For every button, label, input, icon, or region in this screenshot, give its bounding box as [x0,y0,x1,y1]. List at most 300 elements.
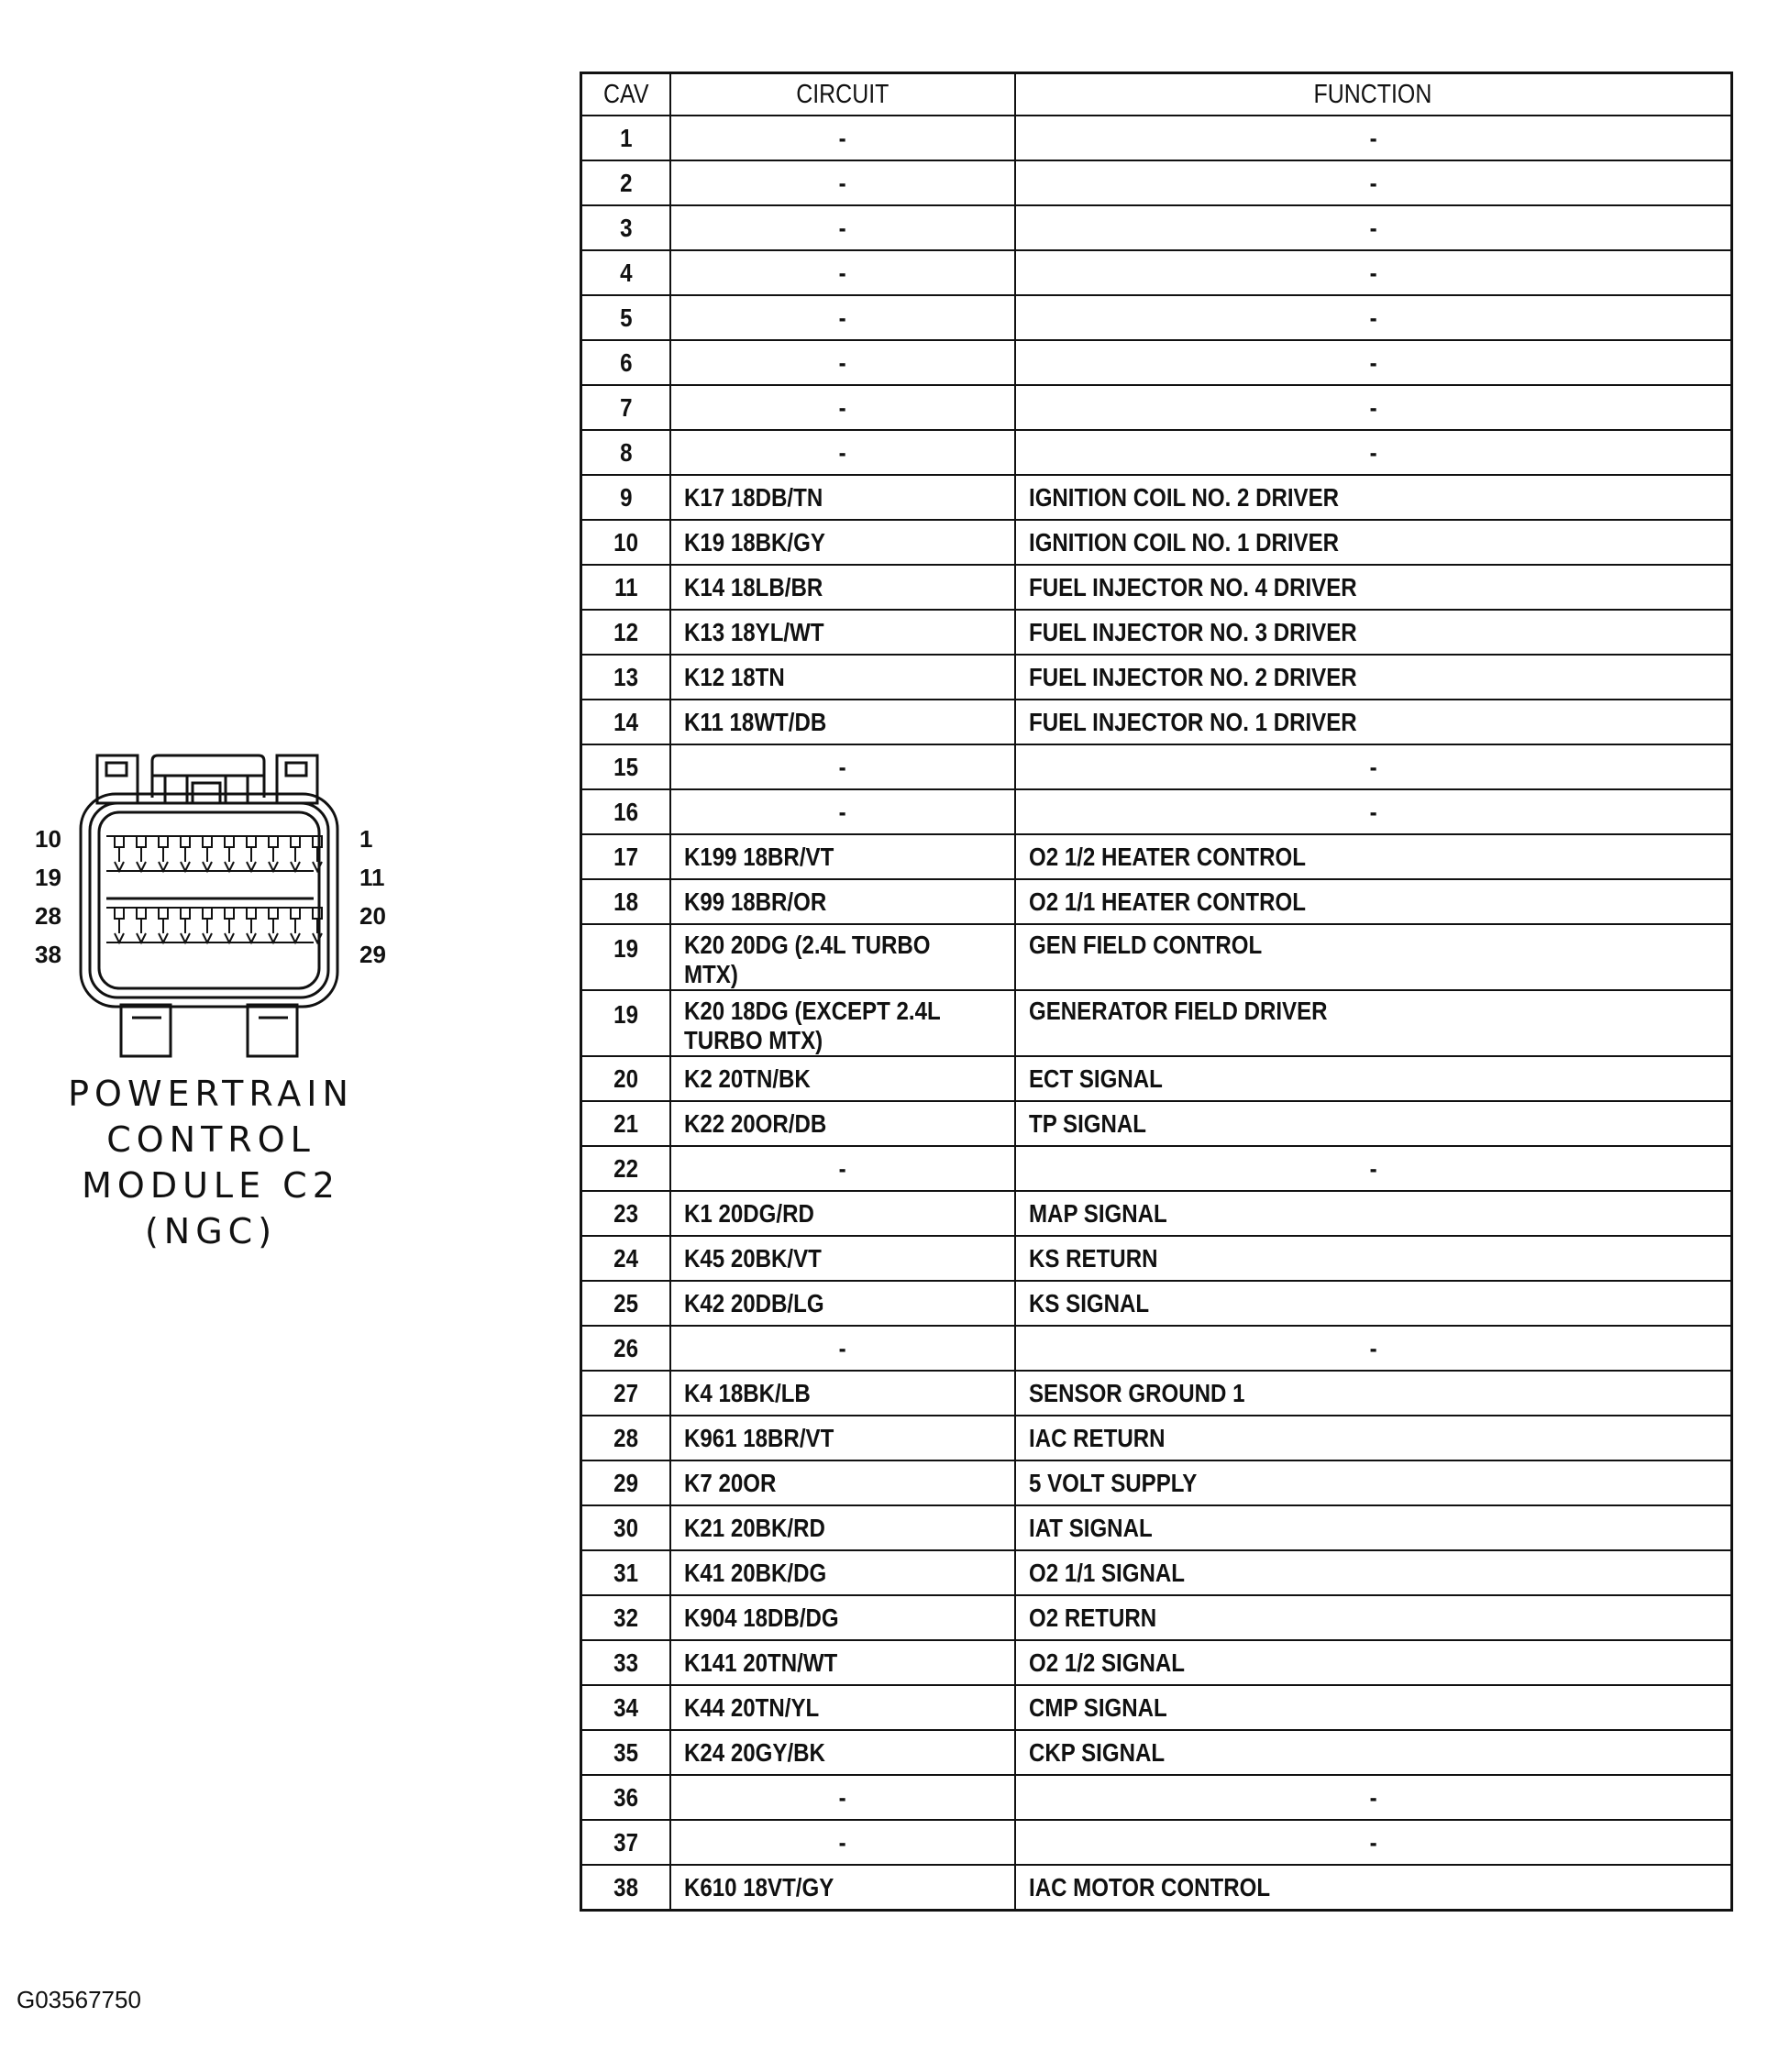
table-row [581,990,1732,1056]
terminal-cavity [225,908,234,942]
terminal-cavity [291,908,300,942]
cav-value: 20 [613,1064,638,1093]
cell-circuit [670,1416,1015,1460]
table-row [581,1865,1732,1911]
cell-cav [581,924,670,990]
cav-value: 28 [613,1423,638,1452]
table-row [581,385,1732,430]
circuit-value: K21 20BK/RD [683,1513,825,1542]
cell-circuit [670,1685,1015,1730]
cell-function [1015,1460,1732,1505]
cav-value: 37 [613,1827,638,1857]
cav-value: 22 [613,1153,638,1183]
circuit-value: K41 20BK/DG [683,1558,826,1587]
cav-value: 10 [613,527,638,557]
terminal-cavity [137,836,146,871]
function-value: - [1369,1782,1377,1812]
connector-face-illustration [18,733,403,1082]
cell-circuit [670,834,1015,879]
cav-value: 31 [613,1558,638,1587]
function-value: - [1369,258,1377,287]
cell-circuit [670,295,1015,340]
table-row [581,340,1732,385]
cell-cav [581,834,670,879]
pin-label-20: 20 [359,902,386,930]
cell-function [1015,1550,1732,1595]
circuit-value: K19 18BK/GY [683,527,825,557]
cav-value: 38 [613,1872,638,1901]
cav-value: 18 [613,887,638,916]
circuit-value: - [838,1153,846,1183]
circuit-value: K11 18WT/DB [683,707,826,736]
table-header-row [581,73,1732,116]
cell-function [1015,1371,1732,1416]
cell-circuit [670,116,1015,160]
cell-circuit [670,655,1015,700]
circuit-value: K44 20TN/YL [683,1692,819,1722]
function-value: - [1369,1827,1377,1857]
circuit-value: K45 20BK/VT [683,1243,822,1273]
terminal-cavity [115,908,124,942]
cell-function [1015,565,1732,610]
circuit-value: K961 18BR/VT [683,1423,834,1452]
circuit-value: K12 18TN [683,662,785,691]
terminal-cavity [247,908,256,942]
cell-circuit [670,1865,1015,1911]
circuit-value: K20 18DG (EXCEPT 2.4L TURBO MTX) [683,997,940,1054]
circuit-value: K904 18DB/DG [683,1603,839,1632]
cell-function [1015,1191,1732,1236]
function-value: O2 1/1 SIGNAL [1028,1558,1185,1587]
cav-value: 29 [613,1468,638,1497]
cell-circuit [670,430,1015,475]
cell-function [1015,1775,1732,1820]
cell-circuit [670,1550,1015,1595]
cell-circuit [670,744,1015,789]
circuit-value: K14 18LB/BR [683,572,823,601]
cell-cav [581,520,670,565]
cell-function [1015,1640,1732,1685]
terminal-cavity [269,908,278,942]
cell-function [1015,1056,1732,1101]
circuit-value: - [838,392,846,422]
cell-circuit [670,1056,1015,1101]
cell-cav [581,385,670,430]
function-value: FUEL INJECTOR NO. 4 DRIVER [1028,572,1357,601]
table-row [581,1640,1732,1685]
function-value: IAC RETURN [1028,1423,1166,1452]
cell-function [1015,879,1732,924]
function-value: GENERATOR FIELD DRIVER [1028,997,1328,1025]
caption-line: MODULE C2 [82,1165,340,1206]
cell-circuit [670,1775,1015,1820]
cav-value: 1 [619,123,633,152]
header-circuit: CIRCUIT [670,73,1015,116]
cell-cav [581,1820,670,1865]
circuit-value: - [838,752,846,781]
cav-value: 34 [613,1692,638,1722]
cell-circuit [670,1595,1015,1640]
cell-function [1015,205,1732,250]
cell-circuit [670,1281,1015,1326]
function-value: O2 1/1 HEATER CONTROL [1028,887,1306,916]
cell-cav [581,1371,670,1416]
function-value: TP SIGNAL [1028,1108,1146,1138]
cell-circuit [670,1371,1015,1416]
terminal-cavity [291,836,300,871]
terminal-cavity [203,836,212,871]
circuit-value: - [838,213,846,242]
function-value: - [1369,797,1377,826]
function-value: O2 1/2 HEATER CONTROL [1028,842,1306,871]
cell-cav [581,1236,670,1281]
cav-value: 32 [613,1603,638,1632]
cell-function [1015,834,1732,879]
table-row [581,1236,1732,1281]
function-value: IAT SIGNAL [1028,1513,1153,1542]
table-row [581,565,1732,610]
table-row [581,1505,1732,1550]
cell-circuit [670,1101,1015,1146]
cav-value: 16 [613,797,638,826]
cell-circuit [670,1640,1015,1685]
cav-value: 30 [613,1513,638,1542]
function-value: 5 VOLT SUPPLY [1028,1468,1198,1497]
table-row [581,610,1732,655]
cell-function [1015,160,1732,205]
function-value: - [1369,347,1377,377]
cell-circuit [670,924,1015,990]
function-value: - [1369,752,1377,781]
cell-cav [581,1775,670,1820]
circuit-value: K13 18YL/WT [683,617,824,646]
cell-circuit [670,1191,1015,1236]
cell-cav [581,1865,670,1911]
cell-function [1015,1595,1732,1640]
cell-function [1015,700,1732,744]
circuit-value: K24 20GY/BK [683,1737,825,1767]
terminal-cavity [203,908,212,942]
cell-function [1015,1326,1732,1371]
terminal-cavity [181,836,190,871]
function-value: FUEL INJECTOR NO. 2 DRIVER [1028,662,1357,691]
cell-circuit [670,475,1015,520]
circuit-value: - [838,1782,846,1812]
cell-circuit [670,385,1015,430]
pin-label-38: 38 [35,941,61,968]
table-row [581,1460,1732,1505]
cell-circuit [670,990,1015,1056]
cav-value: 33 [613,1648,638,1677]
cell-cav [581,1101,670,1146]
function-value: CMP SIGNAL [1028,1692,1167,1722]
cell-function [1015,1685,1732,1730]
cell-circuit [670,520,1015,565]
circuit-value: - [838,168,846,197]
cav-value: 3 [619,213,633,242]
terminal-cavity [225,836,234,871]
function-value: - [1369,213,1377,242]
function-value: - [1369,123,1377,152]
circuit-value: K42 20DB/LG [683,1288,824,1317]
table-row [581,789,1732,834]
cell-function [1015,924,1732,990]
cav-value: 36 [613,1782,638,1812]
table-row [581,1281,1732,1326]
circuit-value: - [838,258,846,287]
function-value: IGNITION COIL NO. 1 DRIVER [1028,527,1339,557]
figure-id: G03567750 [17,1986,141,2013]
table-body [581,116,1732,1911]
cell-function [1015,385,1732,430]
terminal-cavity [269,836,278,871]
pin-label-19: 19 [35,864,61,891]
cell-circuit [670,160,1015,205]
cav-value: 9 [619,482,633,512]
cell-circuit [670,610,1015,655]
cav-value: 23 [613,1198,638,1228]
circuit-value: K17 18DB/TN [683,482,823,512]
table-row [581,475,1732,520]
cav-value: 26 [613,1333,638,1362]
cell-cav [581,565,670,610]
pin-label-1: 1 [359,825,373,853]
cav-value: 14 [613,707,638,736]
function-value: MAP SIGNAL [1028,1198,1167,1228]
function-value: O2 RETURN [1028,1603,1156,1632]
cell-cav [581,1460,670,1505]
terminal-cavity [115,836,124,871]
circuit-value: - [838,797,846,826]
cell-circuit [670,1505,1015,1550]
function-value: - [1369,1153,1377,1183]
cell-circuit [670,1730,1015,1775]
cell-circuit [670,1820,1015,1865]
circuit-value: K141 20TN/WT [683,1648,837,1677]
table-row [581,295,1732,340]
cell-cav [581,205,670,250]
circuit-value: K99 18BR/OR [683,887,826,916]
cell-function [1015,1730,1732,1775]
caption-line: CONTROL [106,1119,315,1160]
cav-value: 15 [613,752,638,781]
cell-circuit [670,205,1015,250]
circuit-value: K7 20OR [683,1468,777,1497]
circuit-value: K199 18BR/VT [683,842,834,871]
cav-value: 6 [619,347,633,377]
circuit-value: K610 18VT/GY [683,1872,834,1901]
cell-circuit [670,1326,1015,1371]
table-row [581,116,1732,160]
function-value: O2 1/2 SIGNAL [1028,1648,1185,1677]
table-row [581,1101,1732,1146]
cell-cav [581,160,670,205]
cell-function [1015,610,1732,655]
function-value: - [1369,437,1377,467]
circuit-value: - [838,303,846,332]
cell-cav [581,430,670,475]
cell-cav [581,295,670,340]
connector-caption [37,1071,385,1254]
pin-label-28: 28 [35,902,61,930]
cell-function [1015,295,1732,340]
cell-cav [581,1416,670,1460]
table-row [581,1550,1732,1595]
cell-function [1015,789,1732,834]
cav-value: 11 [613,572,638,601]
cav-value: 5 [619,303,633,332]
cav-value: 4 [619,258,633,287]
function-value: CKP SIGNAL [1028,1737,1165,1767]
table-row [581,744,1732,789]
terminal-cavity [137,908,146,942]
cell-cav [581,700,670,744]
circuit-value: - [838,1333,846,1362]
cell-cav [581,1595,670,1640]
table-row [581,1416,1732,1460]
cell-function [1015,1505,1732,1550]
cell-function [1015,340,1732,385]
cell-cav [581,744,670,789]
cell-circuit [670,1146,1015,1191]
table-row [581,205,1732,250]
cell-circuit [670,789,1015,834]
circuit-value: K2 20TN/BK [683,1064,811,1093]
cell-cav [581,1146,670,1191]
cell-cav [581,1730,670,1775]
cav-value: 24 [613,1243,638,1273]
cell-function [1015,655,1732,700]
function-value: ECT SIGNAL [1028,1064,1163,1093]
circuit-value: - [838,347,846,377]
cell-cav [581,655,670,700]
header-cav: CAV [581,73,670,116]
function-value: - [1369,168,1377,197]
circuit-value: - [838,123,846,152]
table-row [581,1595,1732,1640]
table-row [581,1191,1732,1236]
connector-diagram [18,733,403,1082]
cell-function [1015,520,1732,565]
caption-line: (NGC) [144,1211,278,1251]
circuit-value: - [838,437,846,467]
table-row [581,834,1732,879]
cav-value: 35 [613,1737,638,1767]
terminal-cavity [181,908,190,942]
cav-value: 17 [613,842,638,871]
table-row [581,430,1732,475]
circuit-value: K1 20DG/RD [683,1198,814,1228]
cell-circuit [670,879,1015,924]
function-value: SENSOR GROUND 1 [1028,1378,1245,1407]
cav-value: 19 [613,1000,638,1029]
table-row [581,1056,1732,1101]
cav-value: 21 [613,1108,638,1138]
table-row [581,160,1732,205]
cav-value: 7 [619,392,633,422]
cell-circuit [670,565,1015,610]
cell-function [1015,430,1732,475]
table-row [581,250,1732,295]
cell-cav [581,1191,670,1236]
table-row [581,879,1732,924]
cell-cav [581,789,670,834]
function-value: FUEL INJECTOR NO. 1 DRIVER [1028,707,1357,736]
circuit-value: K4 18BK/LB [683,1378,811,1407]
cell-function [1015,116,1732,160]
function-value: GEN FIELD CONTROL [1028,931,1262,959]
cell-circuit [670,700,1015,744]
function-value: IAC MOTOR CONTROL [1028,1872,1270,1901]
cell-cav [581,1281,670,1326]
table-row [581,700,1732,744]
pin-label-29: 29 [359,941,386,968]
table-row [581,520,1732,565]
cell-function [1015,1101,1732,1146]
cell-circuit [670,1236,1015,1281]
table-row [581,655,1732,700]
cell-cav [581,990,670,1056]
cav-value: 13 [613,662,638,691]
cell-function [1015,1416,1732,1460]
circuit-value: K20 20DG (2.4L TURBO MTX) [683,931,931,988]
table-row [581,1326,1732,1371]
function-value: FUEL INJECTOR NO. 3 DRIVER [1028,617,1357,646]
cav-value: 25 [613,1288,638,1317]
cell-function [1015,1865,1732,1911]
cell-cav [581,879,670,924]
terminal-cavity [247,836,256,871]
table-row [581,1685,1732,1730]
cell-cav [581,610,670,655]
cell-cav [581,250,670,295]
cell-cav [581,1056,670,1101]
function-value: IGNITION COIL NO. 2 DRIVER [1028,482,1339,512]
cell-function [1015,744,1732,789]
cell-cav [581,1505,670,1550]
function-value: KS RETURN [1028,1243,1158,1273]
cav-value: 19 [613,934,638,963]
cav-value: 8 [619,437,633,467]
cell-cav [581,340,670,385]
header-function: FUNCTION [1015,73,1732,116]
cell-cav [581,1326,670,1371]
cell-function [1015,990,1732,1056]
cell-function [1015,1820,1732,1865]
table-row [581,1146,1732,1191]
cell-cav [581,1550,670,1595]
cell-circuit [670,340,1015,385]
cell-cav [581,1685,670,1730]
cav-value: 12 [613,617,638,646]
cav-value: 2 [619,168,633,197]
function-value: - [1369,392,1377,422]
circuit-value: K22 20OR/DB [683,1108,826,1138]
circuit-value: - [838,1827,846,1857]
pin-label-10: 10 [35,825,61,853]
function-value: KS SIGNAL [1028,1288,1149,1317]
cell-function [1015,1281,1732,1326]
function-value: - [1369,303,1377,332]
cell-circuit [670,1460,1015,1505]
terminal-cavity [159,908,168,942]
table-row [581,1371,1732,1416]
cell-function [1015,1146,1732,1191]
table-row [581,924,1732,990]
cav-value: 27 [613,1378,638,1407]
table-row [581,1730,1732,1775]
cell-function [1015,1236,1732,1281]
